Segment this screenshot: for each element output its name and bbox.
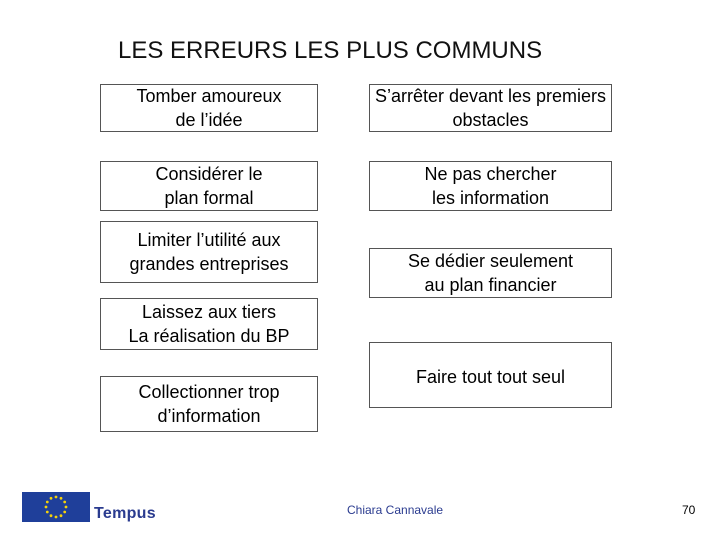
box-line: grandes entreprises <box>129 254 289 274</box>
error-box-premiers-obstacles <box>369 84 612 132</box>
error-box-plan-financier <box>369 248 612 298</box>
error-box-tout-seul <box>369 342 612 408</box>
box-line: obstacles <box>452 110 529 130</box>
box-line: les information <box>431 188 550 208</box>
box-line: S’arrêter devant les premiers <box>374 86 607 106</box>
error-box-collectionner <box>100 376 318 432</box>
box-line: Faire tout tout seul <box>415 367 566 387</box>
error-box-grandes-entreprises <box>100 221 318 283</box>
eu-flag-icon <box>22 492 90 522</box>
box-line: La réalisation du BP <box>128 326 290 346</box>
box-line: Se dédier seulement <box>407 251 574 271</box>
author-name: Chiara Cannavale <box>347 503 444 517</box>
box-line: Considérer le <box>155 164 263 184</box>
error-box-chercher-information <box>369 161 612 211</box>
box-line: de l’idée <box>175 110 243 130</box>
box-line: au plan financier <box>424 275 557 295</box>
eu-stars-icon <box>22 492 90 522</box>
logo-text: Tempus <box>94 505 156 522</box>
box-line: Limiter l’utilité aux <box>137 230 281 250</box>
error-box-plan-formal <box>100 161 318 211</box>
box-line: d’information <box>157 406 261 426</box>
page-number: 70 <box>682 503 696 517</box>
box-line: Ne pas chercher <box>424 164 557 184</box>
tempus-logo <box>22 492 182 526</box>
slide-title: LES ERREURS LES PLUS COMMUNS <box>118 37 543 64</box>
box-line: plan formal <box>164 188 254 208</box>
error-box-laissez-aux-tiers <box>100 298 318 350</box>
error-box-tomber-amoureux <box>100 84 318 132</box>
box-line: Laissez aux tiers <box>141 302 277 322</box>
box-line: Collectionner trop <box>138 382 280 402</box>
box-line: Tomber amoureux <box>136 86 282 106</box>
